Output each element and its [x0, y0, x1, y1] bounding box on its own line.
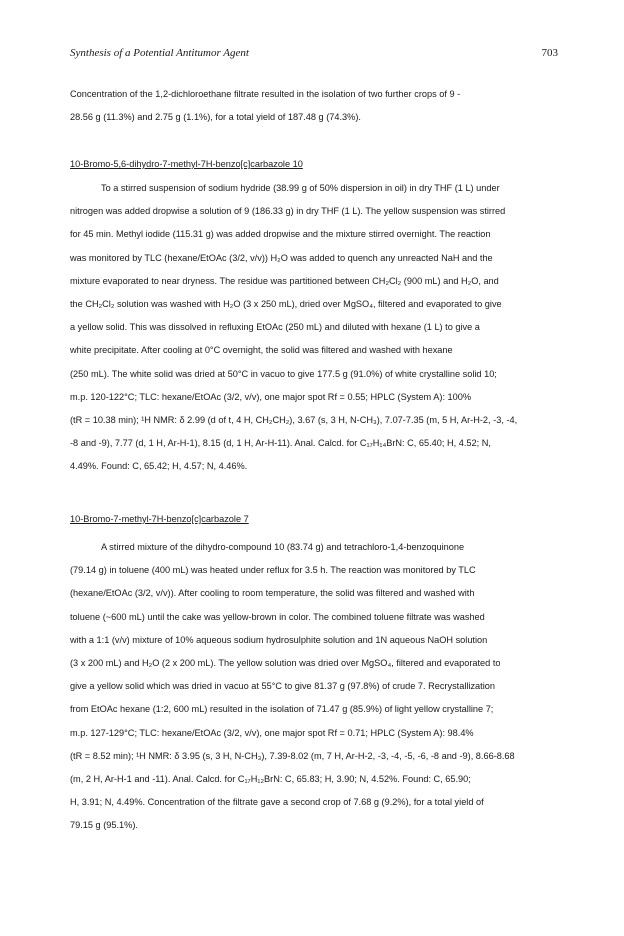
text-line: 4.49%. Found: C, 65.42; H, 4.57; N, 4.46%. — [70, 461, 248, 472]
text-line: (3 x 200 mL) and H₂O (2 x 200 mL). The yellow solution was dried over MgSO₄, filtered and evaporated to — [70, 658, 501, 669]
text-line: Concentration of the 1,2-dichloroethane filtrate resulted in the isolation of two further crops of 9 - — [70, 89, 461, 99]
text-line: m.p. 120-122°C; TLC: hexane/EtOAc (3/2, v/v), one major spot Rf = 0.55; HPLC (System A): 100% — [70, 391, 472, 402]
running-header — [70, 47, 558, 63]
text-line: H, 3.91; N, 4.49%. Concentration of the filtrate gave a second crop of 7.68 g (9.2%), for a total yield of — [70, 797, 484, 808]
running-title: Synthesis of a Potential Antitumor Agent — [70, 47, 249, 59]
text-line: a yellow solid. This was dissolved in refluxing EtOAc (250 mL) and diluted with hexane (1 L) to give a — [70, 322, 480, 333]
text-line: (tR = 10.38 min); ¹H NMR: δ 2.99 (d of t, 4 H, CH₂CH₂), 3.67 (s, 3 H, N-CH₃), 7.07-7.35 (m, 5 H, Ar-H-2, -3, -4, — [70, 415, 518, 426]
text-line: mixture evaporated to near dryness. The residue was partitioned between CH₂Cl₂ (900 mL) and H₂O, and — [70, 275, 499, 286]
text-line: nitrogen was added dropwise a solution of 9 (186.33 g) in dry THF (1 L). The yellow suspension was stirred — [70, 206, 506, 217]
intro-paragraph — [70, 83, 554, 129]
text-line: m.p. 127-129°C; TLC: hexane/EtOAc (3/2, v/v), one major spot Rf = 0.71; HPLC (System A): 98.4% — [70, 727, 474, 738]
text-line: from EtOAc hexane (1:2, 600 mL) resulted in the isolation of 71.47 g (85.9%) of light yellow crystalline 7; — [70, 704, 494, 715]
text-line: the CH₂Cl₂ solution was washed with H₂O (3 x 250 mL), dried over MgSO₄, filtered and evaporated to give — [70, 299, 502, 310]
text-line: with a 1:1 (v/v) mixture of 10% aqueous sodium hydrosulphite solution and 1N aqueous NaOH solution — [70, 634, 488, 645]
section-heading-dihydro: 10-Bromo-5,6-dihydro-7-methyl-7H-benzo[c]carbazole 10 — [70, 159, 303, 169]
text-line: give a yellow solid which was dried in vacuo at 55°C to give 81.37 g (97.8%) of crude 7. Recrystallization — [70, 681, 495, 692]
text-line: 28.56 g (11.3%) and 2.75 g (1.1%), for a total yield of 187.48 g (74.3%). — [70, 112, 361, 123]
text-line: white precipitate. After cooling at 0°C overnight, the solid was filtered and washed with hexane — [70, 345, 453, 356]
text-line: A stirred mixture of the dihydro-compound 10 (83.74 g) and tetrachloro-1,4-benzoquinone — [101, 542, 465, 552]
text-line: (tR = 8.52 min); ¹H NMR: δ 3.95 (s, 3 H, N-CH₃), 7.39-8.02 (m, 7 H, Ar-H-2, -3, -4, -5, -6, -8 and -9), 8.66-8.68 — [70, 750, 515, 761]
page-number: 703 — [541, 47, 558, 59]
text-line: (79.14 g) in toluene (400 mL) was heated under reflux for 3.5 h. The reaction was monitored by TLC — [70, 565, 476, 576]
text-line: -8 and -9), 7.77 (d, 1 H, Ar-H-1), 8.15 (d, 1 H, Ar-H-11). Anal. Calcd. for C₁₇H₁₄BrN: C, 65.40; H, 4.52; N, — [70, 438, 491, 449]
text-line: (hexane/EtOAc (3/2, v/v)). After cooling to room temperature, the solid was filtered and washed with — [70, 588, 475, 599]
text-line: To a stirred suspension of sodium hydride (38.99 g of 50% dispersion in oil) in dry THF (1 L) under — [101, 183, 500, 193]
text-line: for 45 min. Methyl iodide (115.31 g) was added dropwise and the mixture stirred overnight. The reaction — [70, 229, 491, 240]
section1-paragraph — [70, 177, 554, 479]
text-line: was monitored by TLC (hexane/EtOAc (3/2, v/v)) H₂O was added to quench any unreacted NaH and the — [70, 252, 493, 263]
text-line: 79.15 g (95.1%). — [70, 820, 138, 831]
section-heading-benzocarbazole: 10-Bromo-7-methyl-7H-benzo[c]carbazole 7 — [70, 514, 249, 524]
section2-paragraph — [70, 536, 554, 838]
text-line: (m, 2 H, Ar-H-1 and -11). Anal. Calcd. for C₁₇H₁₂BrN: C, 65.83; H, 3.90; N, 4.52%. Found: C, 65.90; — [70, 774, 471, 785]
text-line: toluene (~600 mL) until the cake was yellow-brown in color. The combined toluene filtrate was washed — [70, 611, 485, 622]
text-line: (250 mL). The white solid was dried at 50°C in vacuo to give 177.5 g (91.0%) of white crystalline solid 10; — [70, 368, 497, 379]
